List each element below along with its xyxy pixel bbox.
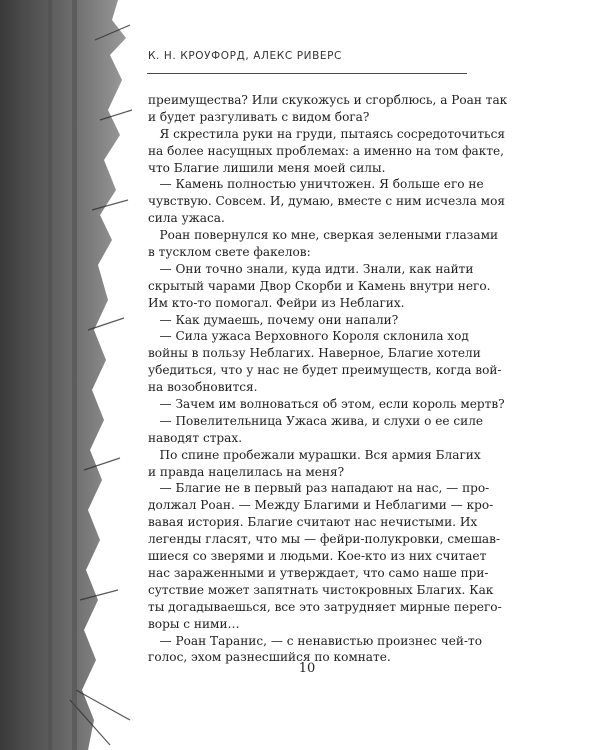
text-line: По спине пробежали мурашки. Вся армия Благих [148,447,481,462]
text-line: и правда нацелилась на меня? [148,464,345,479]
text-line: — Роан Таранис, — с ненавистью произнес чей-то [148,633,482,648]
text-line: сила ужаса. [148,211,225,226]
text-line: что Благие лишили меня моей силы. [148,160,386,175]
text-line: легенды гласят, что мы — фейри-полукровки, смешав- [148,532,501,547]
text-line: — Как думаешь, почему они напали? [148,312,399,327]
text-line: шиеся со зверями и людьми. Кое-кто из них считает [148,549,487,564]
forest-silhouette [0,0,126,750]
text-line: нас зараженными и утверждает, что само наше при- [148,565,489,580]
text-line: — Они точно знали, куда идти. Знали, как найти [148,261,474,276]
text-line: Им кто-то помогал. Фейри из Неблагих. [148,295,405,310]
text-line: — Благие не в первый раз нападают на нас, — про- [148,481,490,496]
text-line: Я скрестила руки на груди, пытаясь сосредоточиться [148,126,506,141]
text-line: и будет разгуливать с видом бога? [148,109,370,124]
text-line: сутствие может запятнать чистокровных Благих. Как [148,582,494,597]
text-line: на более насущных проблемах: а именно на том факте, [148,143,505,158]
header-rule [147,73,467,74]
text-line: в тусклом свете факелов: [148,245,311,260]
text-line: чувствую. Совсем. И, думаю, вместе с ним исчезла моя [148,194,505,209]
text-line: воры с ними… [148,616,240,631]
text-line: войны в пользу Неблагих. Наверное, Благие хотели [148,346,481,361]
text-line: — Камень полностью уничтожен. Я больше его не [148,177,484,192]
running-header: К. Н. КРОУФОРД, АЛЕКС РИВЕРС [148,50,342,62]
text-line: преимущества? Или скукожусь и сгорблюсь, а Роан так [148,93,508,107]
text-line: вавая история. Благие считают нас нечистыми. Их [148,515,478,530]
body-text [148,92,508,666]
page-number: 10 [298,661,316,676]
text-line: — Повелительница Ужаса жива, и слухи о ее силе [148,413,484,428]
text-line: должал Роан. — Между Благими и Неблагими — кро- [148,498,494,513]
text-line: наводят страх. [148,430,243,445]
text-line: — Сила ужаса Верховного Короля склонила ход [148,329,469,344]
decorative-forest-edge [0,0,140,750]
text-line: — Зачем им волноваться об этом, если король мертв? [148,397,505,412]
text-line: на возобновится. [148,380,258,395]
text-line: скрытый чарами Двор Скорби и Камень внутри него. [148,278,491,293]
text-line: ты догадываешься, все это затрудняет мирные перего- [148,599,502,614]
text-line: убедиться, что у нас не будет преимуществ, когда вой- [148,363,502,378]
text-line: Роан повернулся ко мне, сверкая зелеными глазами [148,228,499,243]
text-line: голос, эхом разнесшийся по комнате. [148,650,391,665]
